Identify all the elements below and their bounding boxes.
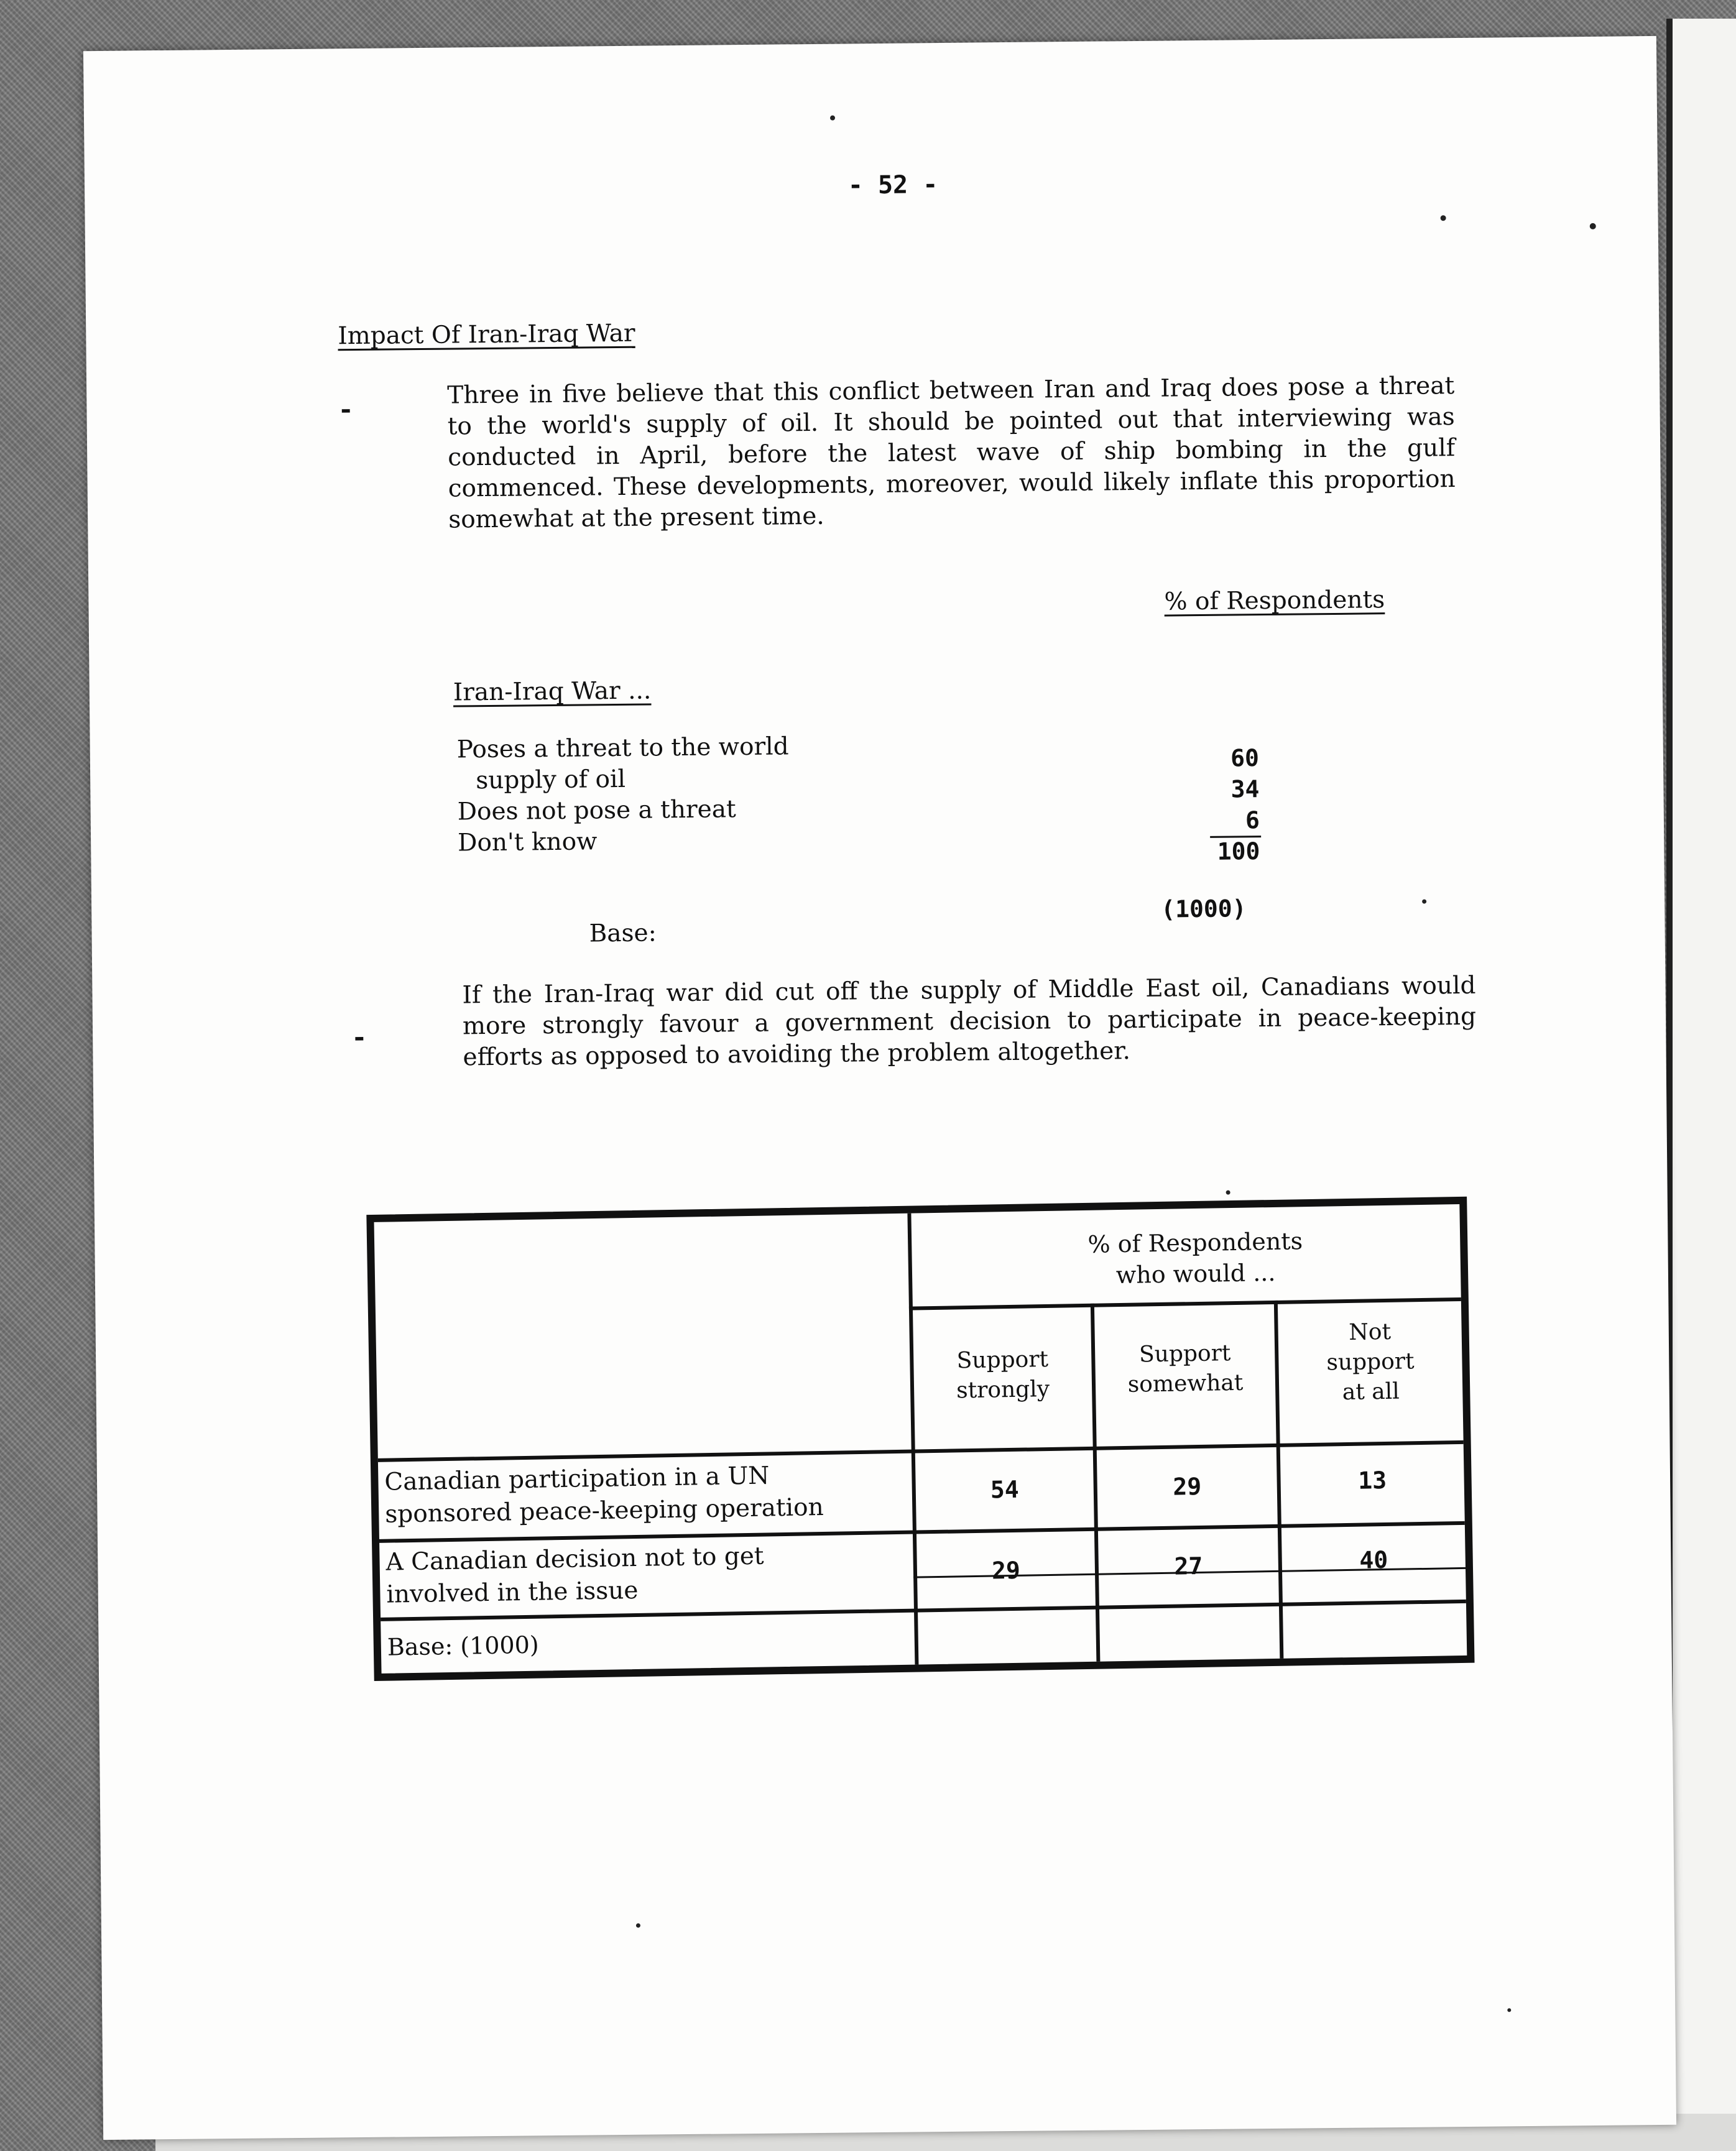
scan-speck [1441,215,1446,221]
scan-speck [1226,1191,1230,1195]
table-divider [378,1440,1464,1462]
row-label-dont-know: Don't know [457,827,598,857]
iran-iraq-war-subheading: Iran-Iraq War ... [453,676,652,707]
document-page [83,36,1676,2140]
bullet-dash: - [340,394,352,425]
cell-not-involved-strongly: 29 [991,1556,1021,1585]
support-table [366,1197,1474,1681]
page-number: - 52 - [847,170,938,200]
cell-participation-somewhat: 29 [1173,1472,1202,1501]
table-divider [907,1214,918,1665]
value-dont-know: 6 [1245,806,1260,834]
table-row-label-not-involved: A Canadian decision not to get involved in the issue [386,1542,764,1609]
respondents-column-header: % of Respondents [1164,586,1385,616]
section-heading: Impact Of Iran-Iraq War [338,319,635,351]
table-base-label: Base: (1000) [387,1631,540,1661]
adjacent-page-edge [1666,19,1736,2120]
value-poses-threat: 60 [1230,744,1260,772]
cell-participation-strongly: 54 [990,1475,1020,1504]
scan-speck [636,1923,640,1928]
table-row-label-participation: Canadian participation in a UN sponsored peace-keeping operation [384,1462,824,1529]
scan-speck [1422,900,1426,904]
col-head-support-strongly: Support strongly [956,1346,1050,1404]
table-header-title: % of Respondents who would ... [1087,1227,1303,1289]
cell-not-involved-somewhat: 27 [1174,1552,1203,1580]
scan-speck [1507,2008,1511,2012]
scan-speck [830,116,835,121]
bullet-dash: - [353,1021,365,1052]
col-head-not-support: Not support at all [1326,1319,1415,1406]
base-value: (1000) [1161,895,1247,923]
value-no-threat: 34 [1230,775,1260,803]
col-head-support-somewhat: Support somewhat [1127,1340,1244,1398]
paragraph-oil-threat: Three in five believe that this conflict between Iran and Iraq does pose a threat to the world's supply of oil. It should be pointed out that interviewing was conducted in April, before the latest wave of ship bombing in the gulf commenced. These developments, moreover, would likely inflate this proportion somewhat at the present time. [447,372,1456,534]
value-total: 100 [1217,837,1260,865]
base-label: Base: [589,919,657,948]
row-label-no-threat: Does not pose a threat [457,795,736,826]
cell-participation-not: 13 [1357,1466,1387,1495]
cell-not-involved-not: 40 [1359,1545,1388,1574]
row-label-poses-threat: Poses a threat to the world [456,732,789,764]
row-label-poses-threat-cont: supply of oil [476,765,626,795]
scan-speck [1590,223,1596,229]
paragraph-peacekeeping: If the Iran-Iraq war did cut off the supply of Middle East oil, Canadians would more strongly favour a government decision to participate in peace-keeping efforts as opposed to avoiding the problem altogether. [462,971,1477,1072]
table-divider [909,1297,1461,1310]
